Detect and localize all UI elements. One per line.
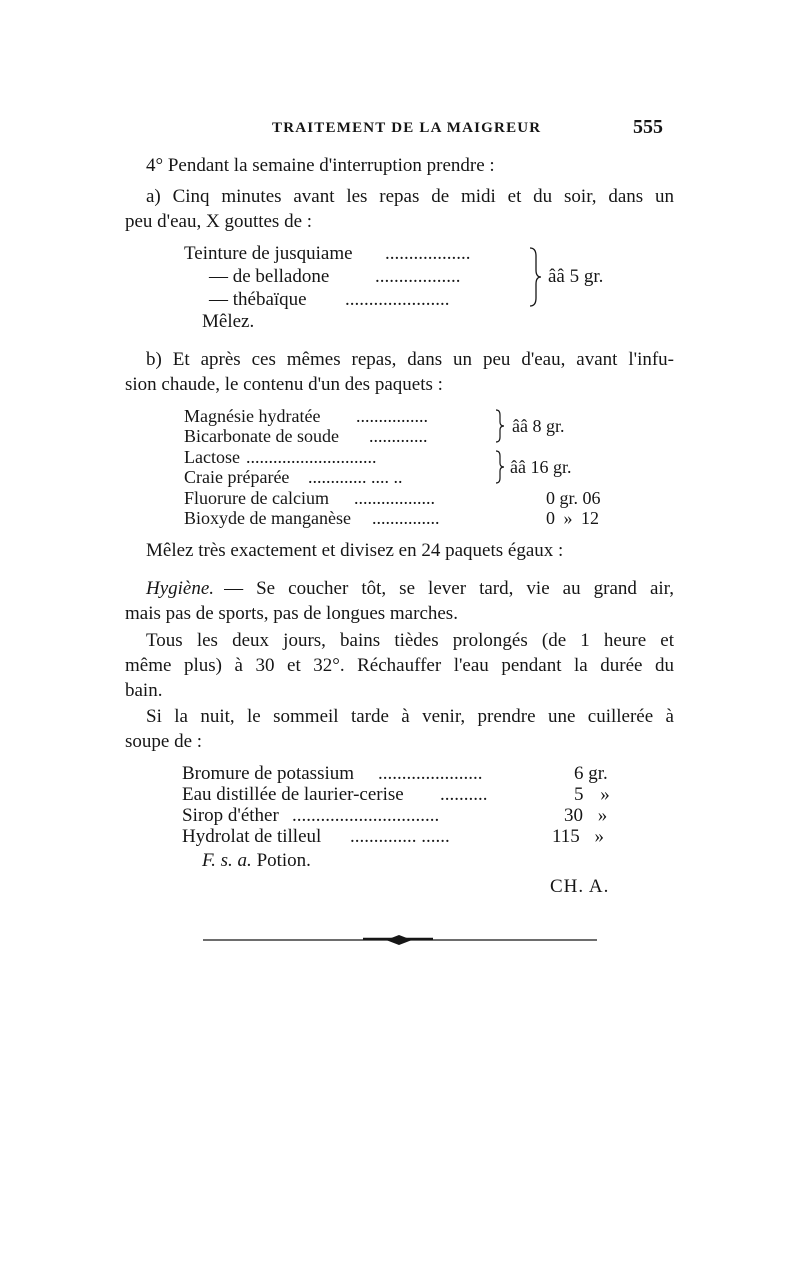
bath-line1: Tous les deux jours, bains tièdes prolongés (de 1 heure et: [146, 630, 674, 651]
running-header: [0, 116, 800, 144]
formula-2-quantity: 0 gr. 06: [546, 488, 601, 508]
formula-2-quantity: 0 » 12: [546, 508, 599, 528]
leader-dots: .............................: [246, 447, 377, 467]
fsa-abbrev: F. s. a.: [202, 850, 252, 871]
leader-dots: ............. .... ..: [308, 467, 403, 487]
formula-2-quantity: ââ 16 gr.: [510, 457, 572, 477]
running-title: TRAITEMENT DE LA MAIGREUR: [272, 120, 542, 136]
paragraph-a-line2: peu d'eau, X gouttes de :: [125, 211, 313, 232]
leader-dots: .............. ......: [350, 826, 450, 847]
hygiene-label: Hygiène.: [146, 578, 215, 599]
sleep-line1: Si la nuit, le sommeil tarde à venir, prendre une cuillerée à: [146, 706, 674, 727]
formula-2-item: Magnésie hydratée: [184, 406, 321, 426]
formula-3-item: Eau distillée de laurier-cerise: [182, 784, 404, 805]
brace-icon: [492, 449, 508, 485]
brace-icon: [492, 408, 508, 444]
formula-1-item: Teinture de jusquiame: [184, 243, 353, 264]
page-number: 555: [633, 116, 663, 138]
formula-2-quantity: ââ 8 gr.: [512, 416, 565, 436]
formula-3-quantity: 30 »: [564, 805, 608, 826]
leader-dots: ..........: [440, 784, 488, 805]
potion-label: Potion.: [256, 850, 311, 871]
bath-line2: même plus) à 30 et 32°. Réchauffer l'eau pendant la durée du: [125, 655, 674, 676]
brace-icon: [524, 246, 544, 308]
formula-3-quantity: 5 »: [574, 784, 610, 805]
formula-3-item: Hydrolat de tilleul: [182, 826, 322, 847]
formula-1-quantity: ââ 5 gr.: [548, 266, 604, 287]
leader-dots: ................: [356, 406, 428, 426]
leader-dots: ...............: [372, 508, 440, 528]
paragraph-a-line1: a) Cinq minutes avant les repas de midi et du soir, dans un: [146, 186, 674, 207]
formula-3-quantity: 115 »: [552, 826, 605, 847]
formula-1-item: — thébaïque: [209, 289, 307, 310]
formula-2-item: Fluorure de calcium: [184, 488, 329, 508]
fsa-line: [202, 850, 311, 872]
leader-dots: ......................: [378, 763, 483, 784]
bath-line3: bain.: [125, 680, 163, 701]
formula-2-note: Mêlez très exactement et divisez en 24 paquets égaux :: [146, 540, 564, 561]
formula-3-item: Bromure de potassium: [182, 763, 355, 784]
hygiene-text: — Se coucher tôt, se lever tard, vie au grand air,: [224, 578, 674, 599]
sleep-line2: soupe de :: [125, 731, 203, 752]
hygiene-line2: mais pas de sports, pas de longues marches.: [125, 603, 458, 624]
melez-label: Mêlez.: [202, 311, 255, 332]
formula-1-item: — de belladone: [209, 266, 330, 287]
signature: CH. A.: [550, 876, 610, 897]
formula-3-quantity: 6 gr.: [574, 763, 608, 784]
formula-2-item: Craie préparée: [184, 467, 290, 487]
formula-2-item: Bioxyde de manganèse: [184, 508, 351, 528]
leader-dots: ...............................: [292, 805, 440, 826]
leader-dots: ..................: [385, 243, 471, 264]
ornament-divider: [203, 930, 597, 950]
leader-dots: ......................: [345, 289, 450, 310]
paragraph-b-line2: sion chaude, le contenu d'un des paquets :: [125, 374, 443, 395]
formula-2-item: Bicarbonate de soude: [184, 426, 339, 446]
leader-dots: .............: [369, 426, 428, 446]
paragraph-b-line1: b) Et après ces mêmes repas, dans un peu d'eau, avant l'infu-: [146, 349, 674, 370]
formula-2-item: Lactose: [184, 447, 240, 467]
leader-dots: ..................: [354, 488, 435, 508]
paragraph-4: 4° Pendant la semaine d'interruption prendre :: [146, 155, 495, 176]
hygiene-line1: [146, 578, 674, 600]
leader-dots: ..................: [375, 266, 461, 287]
formula-3-item: Sirop d'éther: [182, 805, 279, 826]
